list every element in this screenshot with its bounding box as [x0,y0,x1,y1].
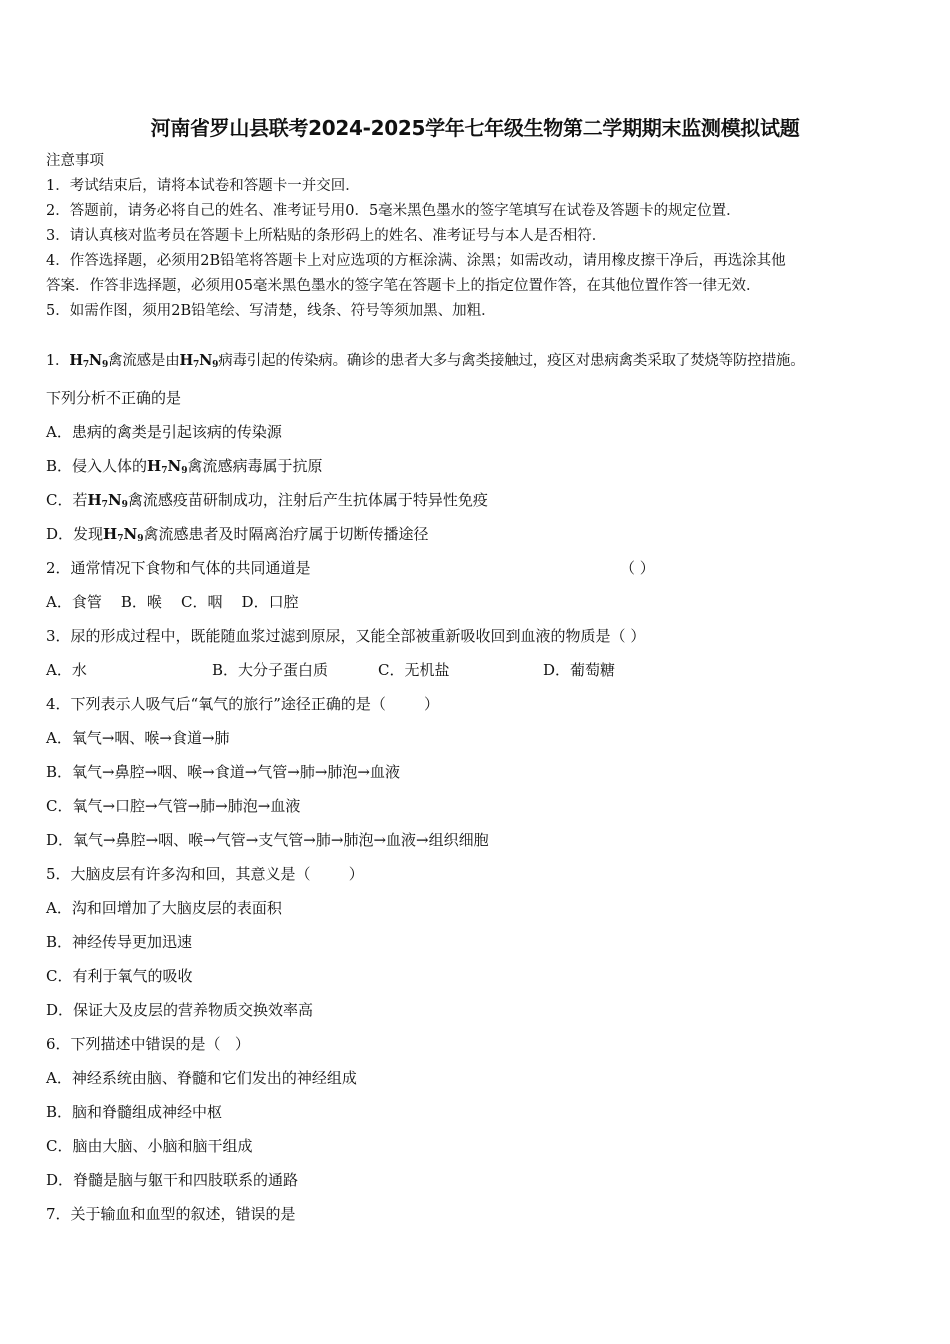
q5-option-c: C．有利于氧气的吸收 [46,967,193,985]
question-1-stem-2: 下列分析不正确的是 [46,389,182,407]
q6-option-d: D．脊髓是脑与躯干和四肢联系的通路 [46,1171,299,1189]
q6-option-b: B．脑和脊髓组成神经中枢 [46,1103,223,1121]
q2-answer-paren: （ ） [620,559,655,577]
q1-option-b: B．侵入人体的$H_7N_9$禽流感病毒属于抗原 [46,457,323,476]
q5-option-d: D．保证大及皮层的营养物质交换效率高 [46,1001,314,1019]
question-5-stem: 5．大脑皮层有许多沟和回，其意义是（ ） [46,865,364,883]
q6-option-a: A．神经系统由脑、脊髓和它们发出的神经组成 [46,1069,357,1087]
q1-option-c: C．若$H_7N_9$禽流感疫苗研制成功，注射后产生抗体属于特异性免疫 [46,491,488,510]
q5-option-a: A．沟和回增加了大脑皮层的表面积 [46,899,282,917]
notice-item-4-cont: 答案．作答非选择题，必须用05毫米黑色墨水的签字笔在答题卡上的指定位置作答，在其他位置作答一律无效． [46,278,761,294]
notice-item-1: 1．考试结束后，请将本试卷和答题卡一并交回． [46,178,360,194]
q2-options: A．食管 B．喉 C．咽 D．口腔 [46,593,299,611]
q3-option-c: C．无机盐 [378,661,450,679]
q1-option-a: A．患病的禽类是引起该病的传染源 [46,423,282,441]
q1-option-d: D．发现$H_7N_9$禽流感患者及时隔离治疗属于切断传播途径 [46,525,429,544]
q4-option-b: B．氧气→鼻腔→咽、喉→食道→气管→肺→肺泡→血液 [46,763,401,781]
q1-number: 1． [46,353,70,369]
q4-option-a: A．氧气→咽、喉→食道→肺 [46,729,230,747]
q1-text-1: 禽流感是由 [108,353,180,369]
question-4-stem: 4．下列表示人吸气后“氧气的旅行”途径正确的是（ ） [46,695,440,713]
notice-item-2: 2．答题前，请务必将自己的姓名、准考证号用0．5毫米黑色墨水的签字笔填写在试卷及答题卡的规定位置． [46,203,741,219]
q1-text-2: 病毒引起的传染病。确诊的患者大多与禽类接触过，疫区对患病禽类采取了焚烧等防控措施。 [218,353,805,369]
q3-option-b: B．大分子蛋白质 [212,661,329,679]
q1-h7n9-b: $H_7N_9$ [179,352,219,370]
q4-option-c: C．氧气→口腔→气管→肺→肺泡→血液 [46,797,301,815]
q6-option-c: C．脑由大脑、小脑和脑干组成 [46,1137,253,1155]
q3-option-a: A．水 [46,661,87,679]
question-3-stem: 3．尿的形成过程中，既能随血浆过滤到原尿，又能全部被重新吸收回到血液的物质是（ ） [46,627,646,645]
q5-option-b: B．神经传导更加迅速 [46,933,193,951]
notice-item-4: 4．作答选择题，必须用2B铅笔将答题卡上对应选项的方框涂满、涂黑；如需改动，请用橡皮擦干净后，再选涂其他 [46,253,786,269]
question-1-stem [46,351,916,371]
q3-option-d: D．葡萄糖 [543,661,616,679]
q4-option-d: D．氧气→鼻腔→咽、喉→气管→支气管→肺→肺泡→血液→组织细胞 [46,831,489,849]
notice-item-3: 3．请认真核对监考员在答题卡上所粘贴的条形码上的姓名、准考证号与本人是否相符． [46,228,607,244]
question-6-stem: 6．下列描述中错误的是（ ） [46,1035,250,1053]
q1-h7n9-a: $H_7N_9$ [69,352,109,370]
question-7-stem: 7．关于输血和血型的叙述，错误的是 [46,1205,296,1223]
notice-item-5: 5．如需作图，须用2B铅笔绘、写清楚，线条、符号等须加黑、加粗． [46,303,496,319]
question-2-stem: 2．通常情况下食物和气体的共同通道是 [46,559,311,577]
notice-heading: 注意事项 [46,153,104,169]
page-title: 河南省罗山县联考2024-2025学年七年级生物第二学期期末监测模拟试题 [150,116,800,140]
